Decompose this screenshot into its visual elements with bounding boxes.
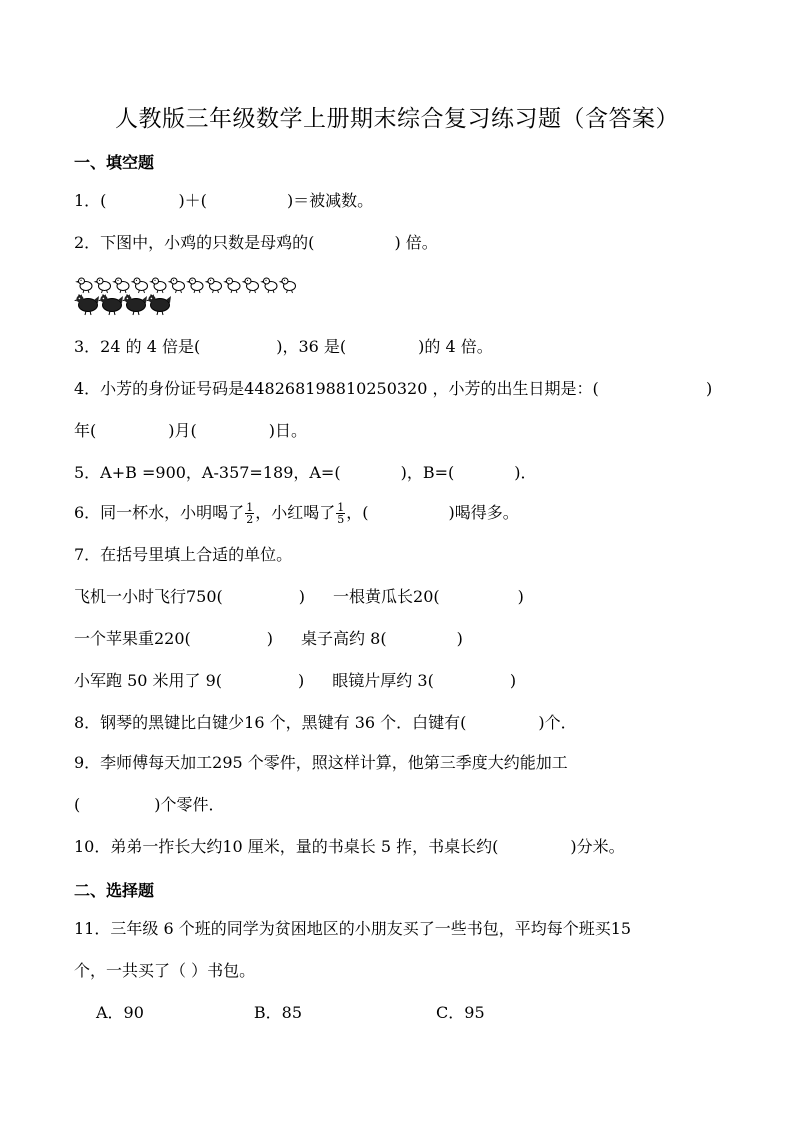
- section-choice: 二、选择题: [74, 881, 155, 900]
- chick-icon: [243, 278, 259, 293]
- question-1: 1．( )＋( )＝被减数。: [74, 191, 374, 210]
- chick-icon: [225, 278, 241, 293]
- chick-icon: [206, 278, 222, 293]
- fraction-half: $\frac{1}{2}$: [246, 501, 254, 526]
- question-8: 8．钢琴的黑键比白键少16 个，黑键有 36 个．白键有( )个．: [74, 713, 577, 732]
- question-5: 5．A+B =900，A-357=189，A=( )，B=( )．: [74, 463, 537, 482]
- chick-icon: [132, 278, 148, 293]
- question-9: 9．李师傅每天加工295 个零件，照这样计算，他第三季度大约能加工: [74, 753, 568, 772]
- section-fill-blank: 一、填空题: [74, 153, 155, 172]
- chick-icon: [262, 278, 278, 293]
- chick-icon: [95, 278, 111, 293]
- question-11: 11．三年级 6 个班的同学为贫困地区的小朋友买了一些书包，平均每个班买15: [74, 919, 632, 938]
- page-title: 人教版三年级数学上册期末综合复习练习题（含答案）: [115, 106, 679, 132]
- question-7-row-1: 飞机一小时飞行750( ) 一根黄瓜长20( ): [74, 587, 524, 606]
- hen-icon: [146, 294, 171, 315]
- chick-icon: [77, 278, 93, 293]
- question-4-cont: 年( )月( )日。: [74, 421, 307, 440]
- chick-icon: [280, 278, 296, 293]
- hen-icon: [122, 294, 147, 315]
- question-7-row-3: 小军跑 50 米用了 9( ) 眼镜片厚约 3( ): [74, 671, 517, 690]
- question-3: 3．24 的 4 倍是( )，36 是( )的 4 倍。: [74, 337, 493, 356]
- chicken-picture: [74, 272, 314, 318]
- chick-icon: [169, 278, 185, 293]
- option-b: B．85: [253, 1003, 303, 1022]
- chick-row: [77, 278, 296, 293]
- question-7-row-2: 一个苹果重220( ) 桌子高约 8( ): [74, 629, 463, 648]
- chick-icon: [188, 278, 204, 293]
- chick-icon: [151, 278, 167, 293]
- question-9-cont: ( )个零件．: [74, 795, 225, 814]
- option-a: A．90: [96, 1003, 144, 1022]
- question-10: 10．弟弟一拃长大约10 厘米，量的书桌长 5 拃，书桌长约( )分米。: [74, 837, 625, 856]
- question-11-cont: 个，一共买了（ ）书包。: [74, 961, 256, 980]
- hen-icon: [98, 294, 123, 315]
- hen-icon: [74, 294, 99, 315]
- question-4-close-paren: ): [706, 379, 713, 398]
- question-2: 2．下图中，小鸡的只数是母鸡的( ) 倍。: [74, 233, 438, 252]
- hen-row: [74, 294, 171, 315]
- question-11-options: [96, 1002, 485, 1024]
- question-7-stem: 7．在括号里填上合适的单位。: [74, 545, 293, 564]
- chick-icon: [114, 278, 130, 293]
- option-c: C．95: [436, 1003, 485, 1022]
- fraction-fifth: $\frac{1}{5}$: [337, 501, 345, 526]
- question-4: 4．小芳的身份证号码是448268198810250320 ，小芳的出生日期是：(: [74, 379, 599, 398]
- question-6: 6．同一杯水，小明喝了 $\frac{1}{2}$ ，小红喝了 $\frac{1}{5}$ ，( )喝得多。: [74, 501, 519, 526]
